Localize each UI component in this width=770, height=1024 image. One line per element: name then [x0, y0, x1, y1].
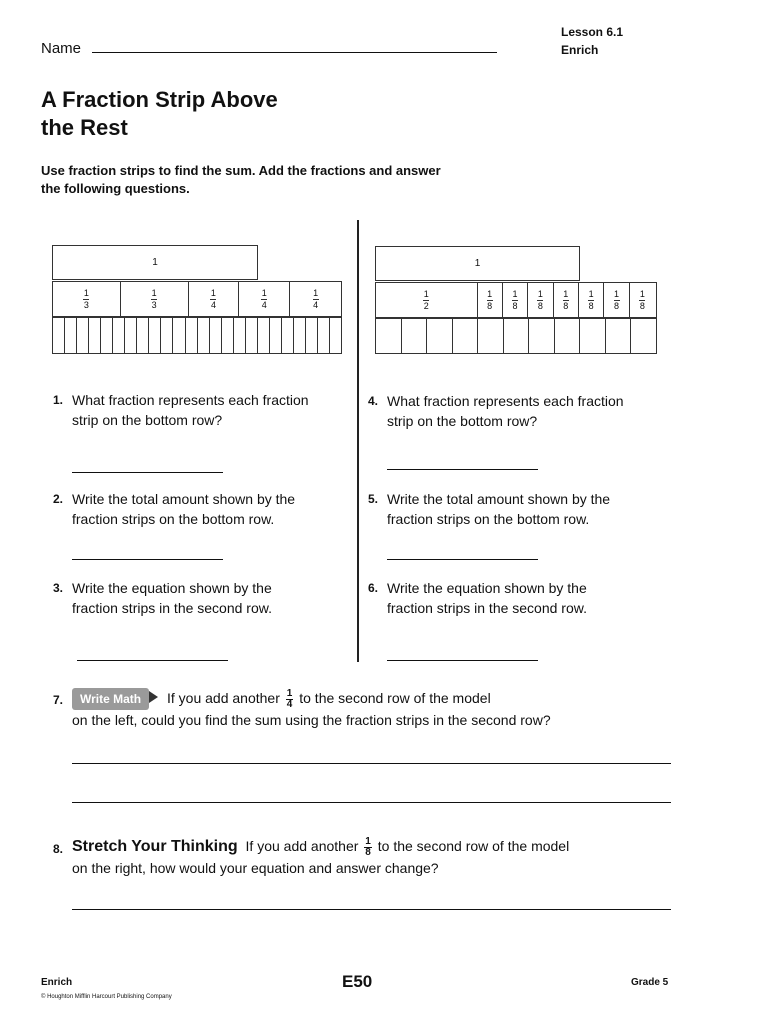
question-text-line-2: fraction strips in the second row.	[72, 600, 272, 616]
fraction-denominator: 3	[83, 299, 89, 310]
right-grid-row	[375, 318, 657, 354]
instructions	[41, 162, 511, 198]
grid-cell[interactable]	[258, 318, 270, 353]
question-2	[53, 489, 296, 529]
question-text-line-2: fraction strips on the bottom row.	[72, 511, 275, 527]
grid-cell[interactable]	[222, 318, 234, 353]
grid-cell[interactable]	[161, 318, 173, 353]
fraction-strip	[53, 282, 121, 316]
fraction-strip	[554, 283, 579, 317]
grid-cell[interactable]	[125, 318, 137, 353]
name-field-line[interactable]	[92, 52, 497, 53]
grid-cell[interactable]	[504, 319, 530, 353]
left-whole-label: 1	[152, 257, 158, 268]
fraction-denominator: 8	[639, 300, 645, 311]
answer-line-4[interactable]	[387, 469, 538, 470]
question-text-line-1: Write the total amount shown by the	[387, 491, 611, 507]
fraction-numerator: 1	[639, 288, 645, 299]
fraction-denominator: 8	[365, 846, 371, 858]
answer-line-8[interactable]	[72, 909, 671, 910]
column-divider	[357, 220, 359, 662]
question-7-post: to the second row of the model	[299, 690, 491, 706]
question-7-line-2: on the left, could you find the sum using the fraction strips in the second row?	[72, 712, 551, 729]
grid-cell[interactable]	[555, 319, 581, 353]
grid-cell[interactable]	[186, 318, 198, 353]
fraction-strip	[503, 283, 528, 317]
right-whole-label: 1	[474, 258, 481, 269]
question-text-line-2: strip on the bottom row?	[72, 412, 223, 428]
answer-line-7a[interactable]	[72, 763, 671, 764]
grid-cell[interactable]	[453, 319, 479, 353]
question-5	[368, 489, 611, 529]
fraction-numerator: 1	[423, 288, 429, 299]
fraction-denominator: 4	[313, 299, 319, 310]
question-text-line-2: fraction strips in the second row.	[387, 600, 587, 616]
page-number: E50	[342, 972, 373, 991]
grid-cell[interactable]	[89, 318, 101, 353]
fraction-strip	[630, 283, 655, 317]
grid-cell[interactable]	[606, 319, 632, 353]
question-number: 5.	[368, 492, 379, 506]
question-8-line-2: on the right, how would your equation and answer change?	[72, 859, 439, 876]
question-8-line-1	[72, 836, 672, 858]
fraction-numerator: 1	[588, 288, 594, 299]
write-math-badge: Write Math	[72, 688, 149, 710]
grid-cell[interactable]	[65, 318, 77, 353]
grid-cell[interactable]	[137, 318, 149, 353]
inline-fraction	[286, 689, 294, 710]
answer-line-1[interactable]	[72, 472, 223, 473]
question-text-line-1: Write the total amount shown by the	[72, 491, 296, 507]
fraction-strip	[478, 283, 503, 317]
fraction-strip	[528, 283, 553, 317]
fraction-numerator: 1	[151, 287, 157, 298]
grid-cell[interactable]	[113, 318, 125, 353]
fraction-denominator: 8	[512, 300, 518, 311]
instructions-line-1: Use fraction strips to find the sum. Add the fractions and answer	[41, 163, 441, 178]
question-6	[368, 578, 587, 618]
fraction-numerator: 1	[261, 287, 267, 298]
fraction-denominator: 8	[537, 300, 543, 311]
question-8-post: to the second row of the model	[377, 838, 570, 854]
answer-line-6[interactable]	[387, 660, 538, 661]
right-whole-strip	[375, 246, 580, 281]
grid-cell[interactable]	[318, 318, 330, 353]
lesson-info	[561, 23, 623, 59]
grid-cell[interactable]	[210, 318, 222, 353]
left-fraction-strips	[52, 281, 342, 317]
question-number: 7.	[53, 693, 64, 707]
fraction-strip	[290, 282, 341, 316]
grid-cell[interactable]	[306, 318, 318, 353]
grid-cell[interactable]	[376, 319, 402, 353]
question-7-line-1	[72, 688, 672, 710]
page-title	[41, 86, 278, 142]
fraction-numerator: 1	[83, 287, 89, 298]
right-fraction-strips	[375, 282, 657, 318]
fraction-strip	[121, 282, 189, 316]
grid-cell[interactable]	[529, 319, 555, 353]
question-number: 1.	[53, 393, 64, 407]
grid-cell[interactable]	[282, 318, 294, 353]
question-1	[53, 390, 309, 430]
footer-enrich: Enrich	[41, 977, 73, 988]
question-number: 4.	[368, 394, 379, 408]
question-text-line-1: Write the equation shown by the	[387, 580, 587, 596]
fraction-denominator: 8	[588, 300, 594, 311]
question-text-line-2: fraction strips on the bottom row.	[387, 511, 590, 527]
fraction-numerator: 1	[210, 287, 216, 298]
instructions-line-2: the following questions.	[41, 181, 190, 196]
answer-line-3[interactable]	[77, 660, 228, 661]
lesson-number: Lesson 6.1	[561, 25, 624, 39]
question-number: 2.	[53, 492, 64, 506]
grid-cell[interactable]	[294, 318, 306, 353]
question-text-line-1: What fraction represents each fraction	[387, 393, 624, 409]
fraction-numerator: 1	[286, 687, 293, 699]
fraction-numerator: 1	[512, 288, 518, 299]
fraction-strip	[376, 283, 478, 317]
question-text-line-1: What fraction represents each fraction	[72, 392, 309, 408]
grid-cell[interactable]	[330, 318, 341, 353]
stretch-your-thinking-heading: Stretch Your Thinking	[72, 838, 238, 855]
question-4	[368, 391, 624, 431]
grid-cell[interactable]	[427, 319, 453, 353]
grid-cell[interactable]	[631, 319, 656, 353]
question-8-pre: If you add another	[245, 838, 359, 854]
grid-cell[interactable]	[478, 319, 504, 353]
grid-cell[interactable]	[77, 318, 89, 353]
fraction-strip	[189, 282, 240, 316]
left-whole-strip	[52, 245, 258, 280]
copyright: © Houghton Mifflin Harcourt Publishing Company	[41, 994, 172, 1000]
fraction-numerator: 1	[313, 287, 319, 298]
fraction-denominator: 4	[210, 299, 216, 310]
fraction-denominator: 2	[423, 300, 429, 311]
title-line-2: the Rest	[41, 115, 128, 140]
question-number: 8.	[53, 842, 64, 856]
fraction-denominator: 3	[151, 299, 157, 310]
fraction-strip	[579, 283, 604, 317]
grade-label: Grade 5	[631, 977, 669, 988]
question-number: 3.	[53, 581, 64, 595]
question-text-line-1: Write the equation shown by the	[72, 580, 272, 596]
grid-cell[interactable]	[198, 318, 210, 353]
fraction-denominator: 8	[487, 300, 493, 311]
fraction-denominator: 8	[563, 300, 569, 311]
fraction-denominator: 4	[286, 698, 293, 710]
fraction-denominator: 4	[261, 299, 267, 310]
question-7-pre: If you add another	[167, 690, 280, 706]
fraction-numerator: 1	[563, 288, 569, 299]
grid-cell[interactable]	[101, 318, 113, 353]
question-8	[53, 835, 672, 878]
fraction-numerator: 1	[537, 288, 543, 299]
grid-cell[interactable]	[270, 318, 282, 353]
title-line-1: A Fraction Strip Above	[41, 87, 278, 112]
fraction-numerator: 1	[365, 835, 371, 847]
answer-line-5[interactable]	[387, 559, 538, 560]
inline-fraction	[364, 837, 372, 858]
grid-cell[interactable]	[580, 319, 606, 353]
grid-cell[interactable]	[173, 318, 185, 353]
fraction-strip	[604, 283, 629, 317]
answer-line-2[interactable]	[72, 559, 223, 560]
grid-cell[interactable]	[53, 318, 65, 353]
grid-cell[interactable]	[246, 318, 258, 353]
grid-cell[interactable]	[402, 319, 428, 353]
question-7	[53, 687, 672, 730]
question-3	[53, 578, 272, 618]
left-grid-row	[52, 317, 342, 354]
fraction-numerator: 1	[614, 288, 620, 299]
grid-cell[interactable]	[234, 318, 246, 353]
answer-line-7b[interactable]	[72, 802, 671, 803]
grid-cell[interactable]	[149, 318, 161, 353]
fraction-strip	[239, 282, 290, 316]
lesson-type: Enrich	[561, 43, 599, 57]
fraction-denominator: 8	[614, 300, 620, 311]
name-label: Name	[41, 40, 82, 57]
fraction-numerator: 1	[487, 288, 493, 299]
question-text-line-2: strip on the bottom row?	[387, 413, 538, 429]
question-number: 6.	[368, 581, 379, 595]
